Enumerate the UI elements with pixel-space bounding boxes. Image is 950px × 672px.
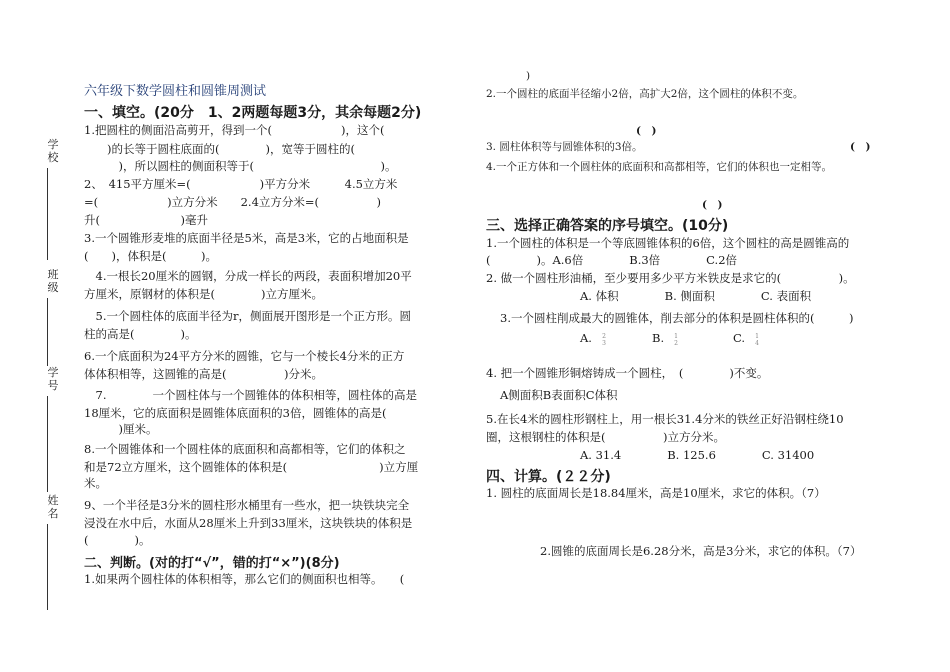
s1-line-15: 7. 一个圆柱体与一个圆锥体的体积相等，圆柱体的高是	[84, 388, 417, 402]
s1-line-1: 1.把圆柱的侧面沿高剪开，得到一个( )，这个(	[84, 123, 385, 137]
s3-q2a: 2. 做一个圆柱形油桶，至少要用多少平方米铁皮是求它的( )。	[486, 271, 855, 285]
s3-q3-frac-b: 1 2	[674, 333, 678, 347]
s1-line-23: ( )。	[84, 533, 151, 547]
s1-line-14: 体体积相等，这圆锥的高是( )分米。	[84, 367, 323, 381]
s2-q2: 2.一个圆柱的底面半径缩小2倍，高扩大2倍，这个圆柱的体积不变。	[486, 88, 804, 100]
s1-line-12: 柱的高是( )。	[84, 327, 197, 341]
name-label: 姓 名	[47, 494, 59, 520]
s2-q1: 1.如果两个圆柱体的体积相等，那么它们的侧面积也相等。 (	[84, 572, 405, 586]
s4-q2: 2.圆锥的底面周长是6.28分米，高是3分米，求它的体积。（7）	[540, 544, 862, 558]
s3-q3-opt-b: B.	[652, 331, 665, 345]
s3-q1b: ( )。A.6倍 B.3倍 C.2倍	[486, 253, 738, 267]
s3-q5b: 圈，这根钢柱的体积是( )立方分米。	[486, 430, 725, 444]
s1-line-10: 方厘米，原钢材的体积是( )立方厘米。	[84, 287, 323, 301]
s2-q2-paren: ( )	[636, 125, 657, 137]
class-label: 班 级	[47, 268, 59, 294]
s2-q4-paren: ( )	[702, 199, 723, 211]
school-line	[47, 168, 48, 260]
s1-line-6: 升( )毫升	[84, 213, 208, 227]
page-title: 六年级下数学圆柱和圆锥周测试	[84, 84, 267, 99]
name-line	[47, 524, 48, 610]
s3-q3-frac-c: 1 4	[755, 333, 759, 347]
s3-q3-opt-c: C.	[733, 331, 746, 345]
s2-q3-paren: ( )	[850, 141, 871, 153]
s1-line-22: 浸没在水中后，水面从28厘米上升到33厘米，这块铁块的体积是	[84, 516, 413, 530]
s2-q3: 3. 圆柱体积等与圆锥体积的3倍。	[486, 141, 643, 153]
s1-line-18: 8.一个圆锥体和一个圆柱体的底面积和高都相等，它们的体积之	[84, 442, 406, 456]
s1-line-21: 9、一个半径是3分米的圆柱形水桶里有一些水，把一块铁块完全	[84, 498, 410, 512]
s3-q4b: A侧面积B表面积C体积	[500, 388, 618, 402]
s1-line-8: ( )，体积是( )。	[84, 249, 217, 263]
s3-q1a: 1.一个圆柱的体积是一个等底圆锥体积的6倍，这个圆柱的高是圆锥高的	[486, 236, 850, 250]
s3-q2b: A. 体积 B. 侧面积 C. 表面积	[580, 289, 812, 303]
s1-line-11: 5.一个圆柱体的底面半径为r，侧面展开图形是一个正方形。圆	[84, 309, 411, 323]
section1-heading: 一、填空。(20分 1、2两题每题3分，其余每题2分)	[84, 105, 422, 121]
s1-line-13: 6.一个底面积为24平方分米的圆锥，它与一个棱长4分米的正方	[84, 349, 405, 363]
s1-line-17: )厘米。	[84, 422, 158, 436]
s1-line-7: 3.一个圆锥形麦堆的底面半径是5米，高是3米，它的占地面积是	[84, 231, 409, 245]
s3-q4a: 4. 把一个圆锥形铜熔铸成一个圆柱， ( )不变。	[486, 366, 769, 380]
s4-q1: 1. 圆柱的底面周长是18.84厘米，高是10厘米，求它的体积。（7）	[486, 486, 826, 500]
s1-line-4: 2、 415平方厘米=( )平方分米 4.5立方米	[84, 177, 398, 191]
section2-heading: 二、判断。(对的打“√”，错的打“×”)(8分)	[84, 556, 340, 571]
s3-q5a: 5.在长4米的圆柱形钢柱上，用一根长31.4分米的铁丝正好沿钢柱绕10	[486, 412, 844, 426]
s1-line-20: 米。	[84, 476, 107, 490]
section3-heading: 三、选择正确答案的序号填空。(10分)	[486, 218, 729, 234]
s2-q4: 4.一个正方体和一个圆柱体的底面积和高都相等，它们的体积也一定相等。	[486, 161, 833, 173]
s2-q1-close: )	[526, 70, 531, 82]
s3-q5c: A. 31.4 B. 125.6 C. 31400	[580, 448, 815, 462]
s1-line-2: )的长等于圆柱底面的( )，宽等于圆柱的(	[84, 142, 355, 156]
s1-line-9: 4.一根长20厘米的圆钢，分成一样长的两段，表面积增加20平	[84, 269, 412, 283]
binding-sidebar	[0, 0, 70, 672]
s3-q3-opt-a: A.	[580, 331, 592, 345]
class-line	[47, 298, 48, 366]
s1-line-3: )，所以圆柱的侧面积等于( )。	[84, 159, 397, 173]
section4-heading: 四、计算。(２２分)	[486, 469, 611, 485]
s3-q3a: 3.一个圆柱削成最大的圆锥体，削去部分的体积是圆柱体积的( )	[500, 311, 854, 325]
s1-line-16: 18厘米，它的底面积是圆锥体底面积的3倍，圆锥体的高是(	[84, 406, 387, 420]
number-line	[47, 396, 48, 492]
s1-line-5: =( )立方分米 2.4立方分米=( )	[84, 195, 382, 209]
s1-line-19: 和是72立方厘米，这个圆锥体的体积是( )立方厘	[84, 460, 419, 474]
s3-q3-frac-a: 2 3	[602, 333, 606, 347]
number-label: 学 号	[47, 366, 59, 392]
school-label: 学 校	[47, 138, 59, 164]
